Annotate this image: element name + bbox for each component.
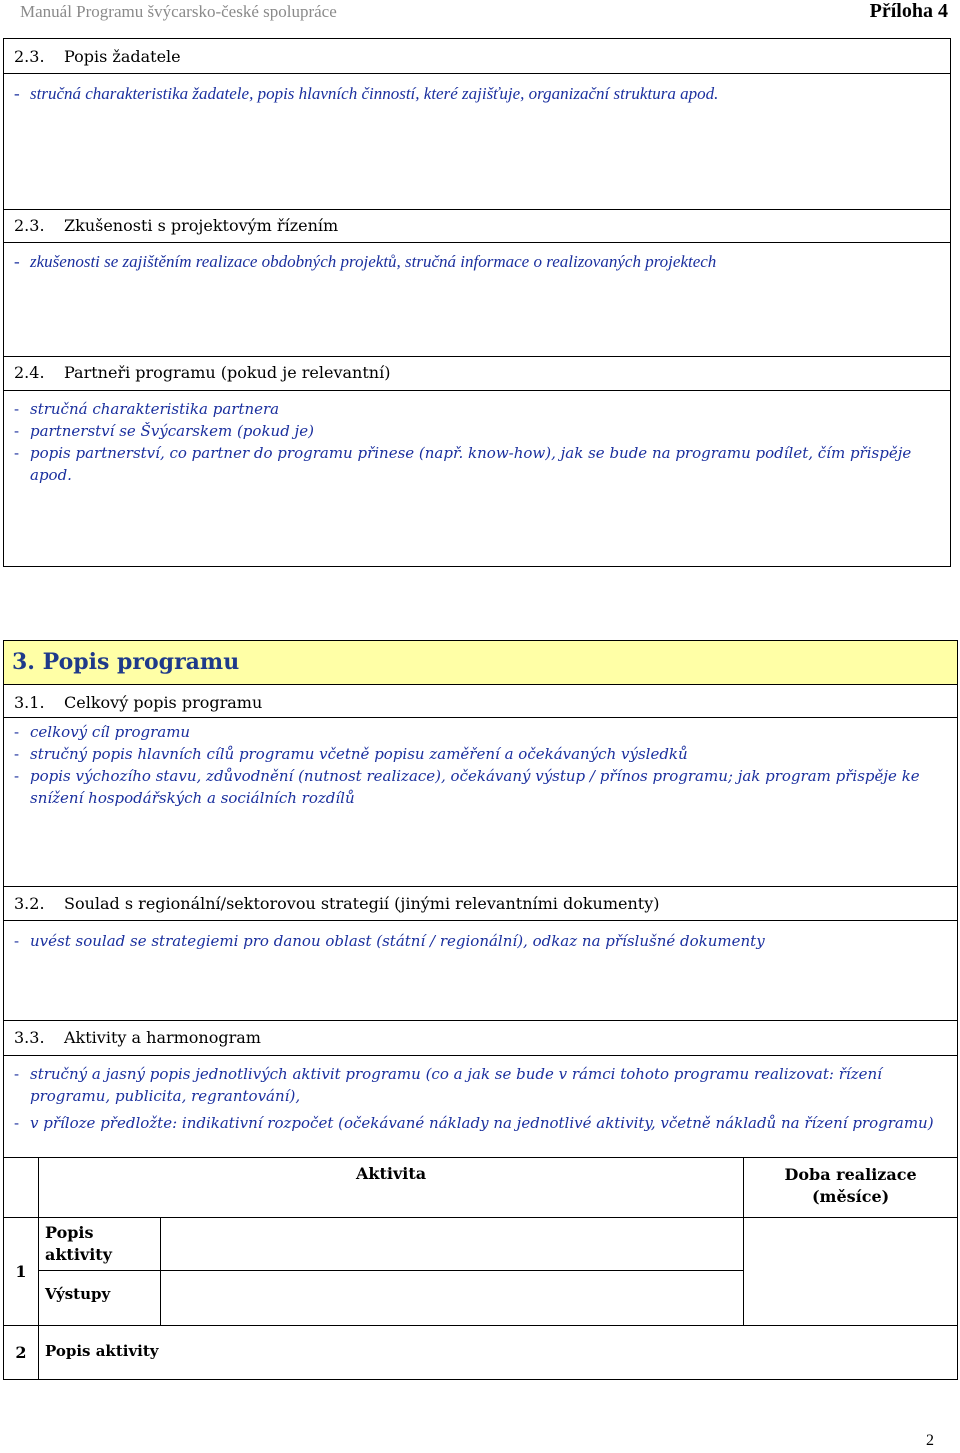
list-item: - popis partnerství, co partner do programu přinese (např. know-how), jak se bude na programu podílet, čím přispěje apod. (14, 444, 912, 484)
column-header-activity: Aktivita (38, 1158, 743, 1218)
list-item: - popis výchozího stavu, zdůvodnění (nutnost realizace), očekávaný výstup / přínos programu; jak program přispěje ke snížení hospodářských a sociálních rozdílů (14, 767, 920, 807)
list-item: - partnerství se Švýcarskem (pokud je) (14, 422, 314, 440)
list-item: - stručná charakteristika žadatele, popis hlavních činností, které zajišťuje, organizační struktura apod. (14, 84, 719, 103)
annex-label: Příloha 4 (869, 0, 948, 22)
list-item: - uvést soulad se strategiemi pro danou oblast (státní / regionální), odkaz na příslušné dokumenty (14, 932, 765, 950)
list-item: - celkový cíl programu (14, 723, 191, 741)
list-item: - stručný popis hlavních cílů programu včetně popisu zaměření a očekávaných výsledků (14, 745, 688, 763)
list-item: - stručný a jasný popis jednotlivých aktivit programu (co a jak se bude v rámci tohoto programu realizovat: řízení programu, publicita, regrantování), (14, 1065, 882, 1105)
list-item: - zkušenosti se zajištěním realizace obdobných projektů, stručná informace o realizovaných projektech (14, 252, 717, 271)
section-title-strategy: 3.2. Soulad s regionální/sektorovou strategií (jinými relevantními dokumenty) (14, 894, 660, 913)
section-title-applicant: 2.3. Popis žadatele (14, 47, 181, 66)
duration-cell[interactable] (744, 1218, 958, 1326)
list-item: - stručná charakteristika partnera (14, 400, 280, 418)
row-number: 2 (4, 1326, 39, 1380)
activities-table (3, 1157, 958, 1380)
activity-description-cell[interactable] (160, 1218, 743, 1271)
program-section-box (3, 684, 958, 1158)
row-label-outputs: Výstupy (38, 1271, 160, 1326)
section-title-partners: 2.4. Partneři programu (pokud je relevantní) (14, 363, 391, 382)
running-header-title: Manuál Programu švýcarsko-české spolupráce (20, 2, 337, 21)
applicant-section-box (3, 38, 951, 567)
row-label-description: Popis aktivity (38, 1218, 160, 1271)
row-number: 1 (4, 1218, 39, 1326)
section-title-activities: 3.3. Aktivity a harmonogram (14, 1028, 261, 1047)
row-label-description: Popis aktivity (38, 1326, 957, 1380)
section-title-program: 3. Popis programu (3, 640, 958, 684)
activity-outputs-cell[interactable] (160, 1271, 743, 1326)
section-title-overall: 3.1. Celkový popis programu (14, 693, 263, 712)
column-header-duration: Doba realizace (měsíce) (744, 1158, 958, 1218)
list-item: - v příloze předložte: indikativní rozpočet (očekávané náklady na jednotlivé aktivity, včetně nákladů na řízení programu) (14, 1114, 934, 1132)
page-number: 2 (926, 1432, 934, 1449)
section-title-experience: 2.3. Zkušenosti s projektovým řízením (14, 216, 339, 235)
